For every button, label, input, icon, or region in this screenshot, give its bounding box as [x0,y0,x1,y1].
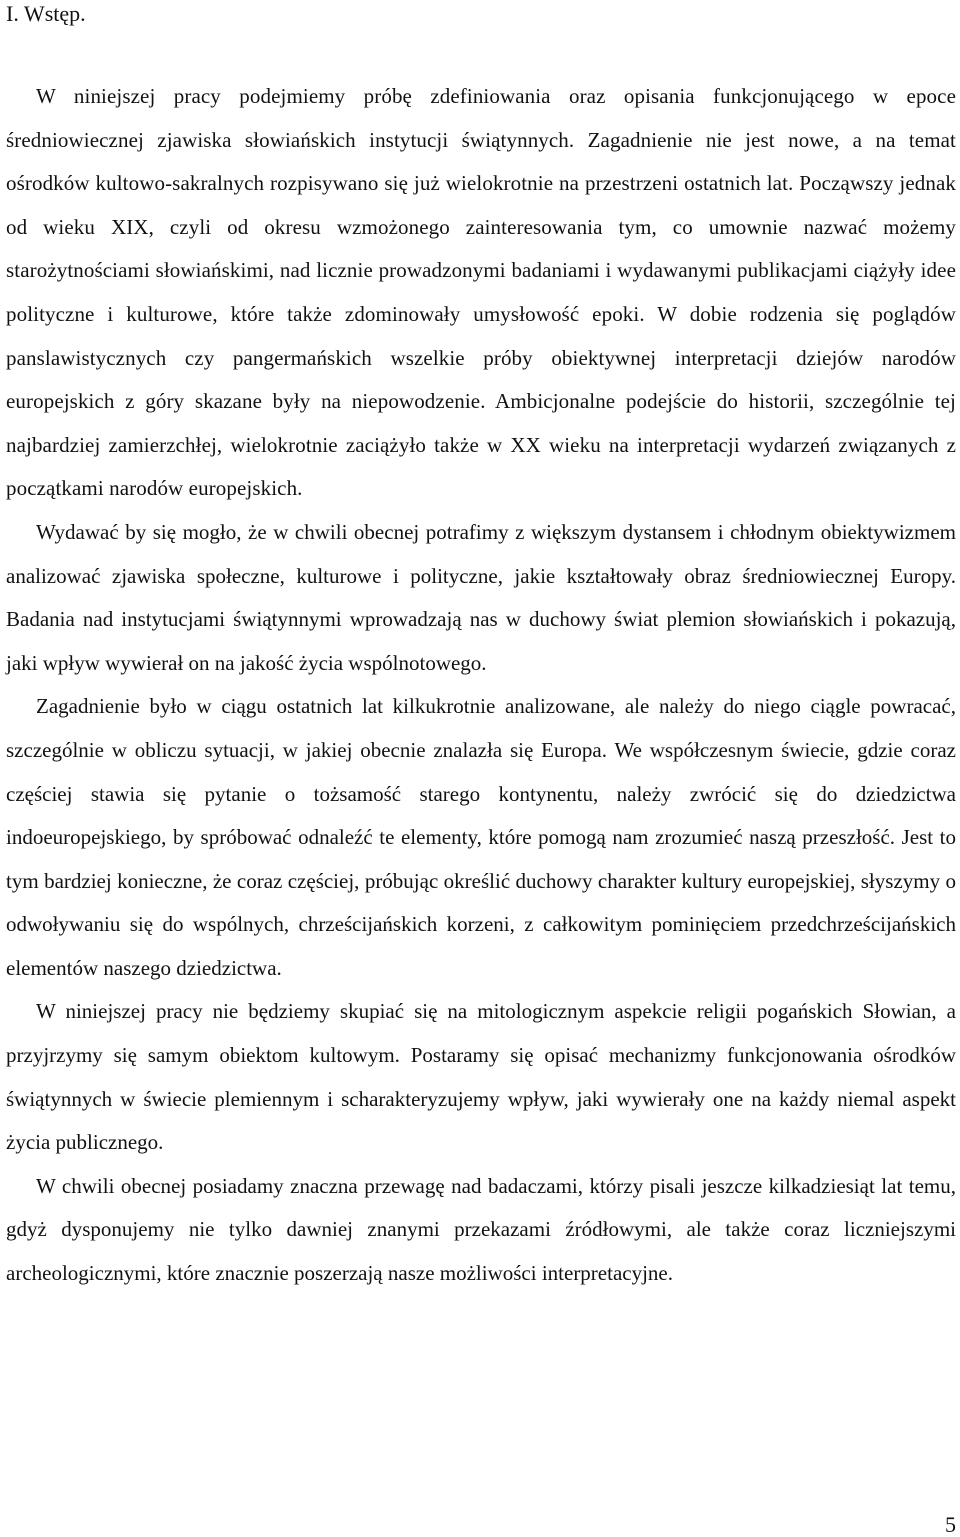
paragraph-3: Zagadnienie było w ciągu ostatnich lat kilkukrotnie analizowane, ale należy do niego ciągle powracać, szczególnie w obliczu sytuacji, w jakiej obecnie znalazła się Europa. We współczesnym świecie, gdzie coraz częściej stawia się pytanie o tożsamość starego kontynentu, należy zwrócić się do dziedzictwa indoeuropejskiego, by spróbować odnaleźć te elementy, które pomogą nam zrozumieć naszą przeszłość. Jest to tym bardziej konieczne, że coraz częściej, próbując określić duchowy charakter kultury europejskiej, słyszymy o odwoływaniu się do wspólnych, chrześcijańskich korzeni, z całkowitym pominięciem przedchrześcijańskich elementów naszego dziedzictwa. [6,694,956,980]
section-heading: I. Wstęp. [6,1,86,26]
paragraph-4: W niniejszej pracy nie będziemy skupiać się na mitologicznym aspekcie religii pogańskich Słowian, a przyjrzymy się samym obiektom kultowym. Postaramy się opisać mechanizmy funkcjonowania ośrodków świątynnych w świecie plemiennym i scharakteryzujemy wpływ, jaki wywierały one na każdy niemal aspekt życia publicznego. [6,999,956,1155]
paragraph-5: W chwili obecnej posiadamy znaczna przewagę nad badaczami, którzy pisali jeszcze kilkadziesiąt lat temu, gdyż dysponujemy nie tylko dawniej znanymi przekazami źródłowymi, ale także coraz liczniejszymi archeologicznymi, które znacznie poszerzają nasze możliwości interpretacyjne. [6,1173,956,1286]
paragraph-1: W niniejszej pracy podejmiemy próbę zdefiniowania oraz opisania funkcjonującego w epoce średniowiecznej zjawiska słowiańskich instytucji świątynnych. Zagadnienie nie jest nowe, a na temat ośrodków kultowo-sakralnych rozpisywano się już wielokrotnie na przestrzeni ostatnich lat. Począwszy jednak od wieku XIX, czyli od okresu wzmożonego zainteresowania tym, co umownie nazwać możemy starożytnościami słowiańskimi, nad licznie prowadzonymi badaniami i wydawanymi publikacjami ciążyły idee polityczne i kulturowe, które także zdominowały umysłowość epoki. W dobie rodzenia się poglądów panslawistycznych czy pangermańskich wszelkie próby obiektywnej interpretacji dziejów narodów europejskich z góry skazane były na niepowodzenie. Ambicjonalne podejście do historii, szczególnie tej najbardziej zamierzchłej, wielokrotnie zaciążyło także w XX wieku na interpretacji wydarzeń związanych z początkami narodów europejskich. [6,84,956,501]
body-text [6,75,956,1296]
paragraph-2: Wydawać by się mogło, że w chwili obecnej potrafimy z większym dystansem i chłodnym obiektywizmem analizować zjawiska społeczne, kulturowe i polityczne, jakie kształtowały obraz średniowiecznej Europy. Badania nad instytucjami świątynnymi wprowadzają nas w duchowy świat plemion słowiańskich i pokazują, jaki wpływ wywierał on na jakość życia wspólnotowego. [6,519,956,675]
page-number: 5 [945,1512,956,1537]
